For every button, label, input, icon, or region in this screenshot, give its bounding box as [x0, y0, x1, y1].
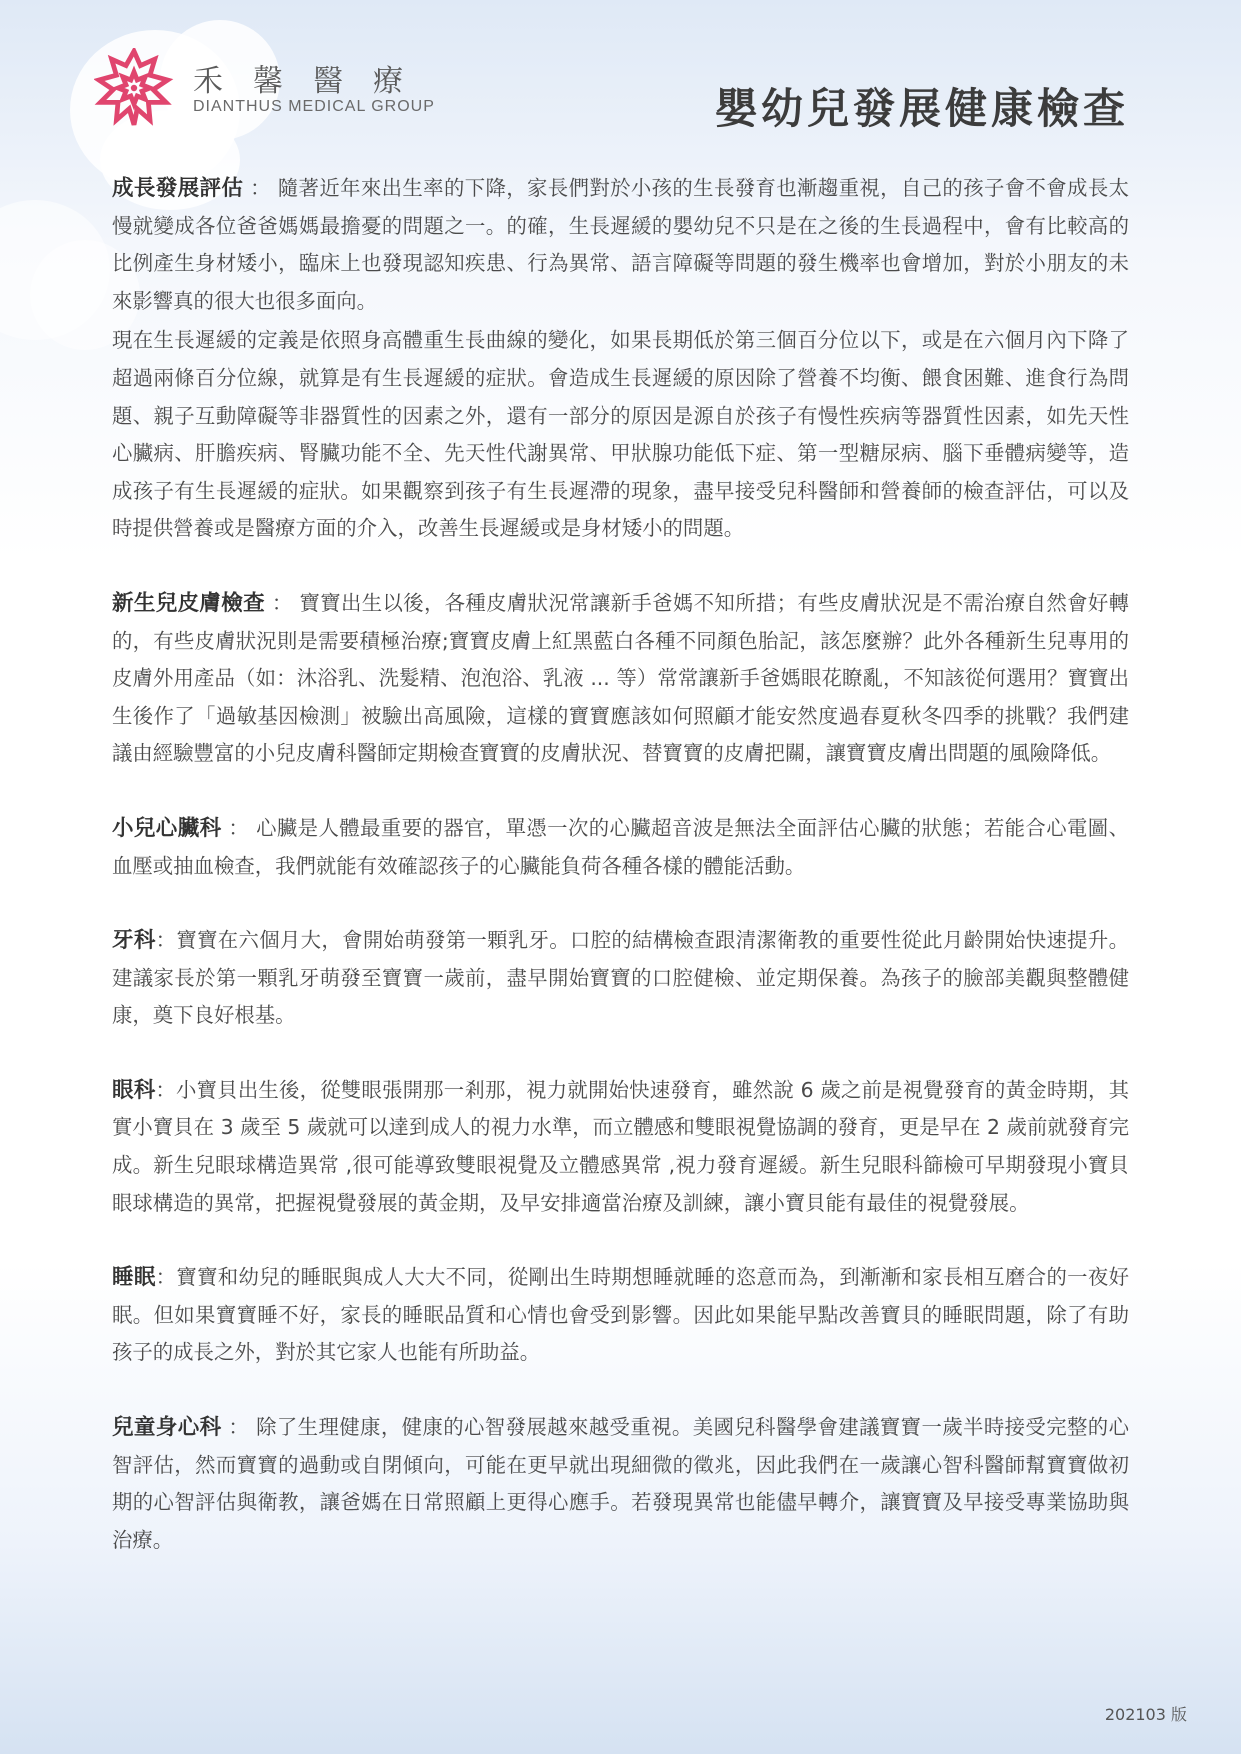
label-separator: ：	[243, 176, 278, 200]
section-ophthalmology	[112, 1072, 1129, 1222]
section-label: 成長發展評估	[112, 176, 244, 201]
label-separator: ：	[265, 590, 300, 615]
section-paragraph	[112, 170, 1129, 320]
section-paragraph	[112, 585, 1129, 773]
paragraph-text: 隨著近年來出生率的下降，家長們對於小孩的生長發育也漸趨重視，自己的孩子會不會成長太慢就變成各位爸爸媽媽最擔憂的問題之一。的確，生長遲緩的嬰幼兒不只是在之後的生長過程中，會有比較高的比例產生身材矮小，臨床上也發現認知疾患、行為異常、語言障礙等問題的發生機率也會增加，對於小朋友的未來影響真的很大也很多面向。	[112, 176, 1129, 313]
logo-english-name: DIANTHUS MEDICAL GROUP	[193, 98, 435, 115]
dianthus-flower-logo-icon	[94, 48, 174, 128]
paragraph-text: 寶寶和幼兒的睡眠與成人大大不同，從剛出生時期想睡就睡的恣意而為，到漸漸和家長相互磨合的一夜好眠。但如果寶寶睡不好，家長的睡眠品質和心情也會受到影響。因此如果能早點改善寶貝的睡眠問題，除了有助孩子的成長之外，對於其它家人也能有所助益。	[112, 1265, 1129, 1365]
document-body	[112, 170, 1129, 1596]
paragraph-text: 心臟是人體最重要的器官，單憑一次的心臟超音波是無法全面評估心臟的狀態；若能合心電圖、血壓或抽血檢查，我們就能有效確認孩子的心臟能負荷各種各樣的體能活動。	[112, 815, 1129, 878]
label-separator: ：	[155, 1265, 177, 1290]
version-label: 202103 版	[1104, 1705, 1187, 1724]
paragraph-text: 寶寶出生以後，各種皮膚狀況常讓新手爸媽不知所措；有些皮膚狀況是不需治療自然會好轉的，有些皮膚狀況則是需要積極治療;寶寶皮膚上紅黑藍白各種不同顏色胎記，該怎麼辦？此外各種新生兒專用的皮膚外用產品（如：沐浴乳、洗髮精、泡泡浴、乳液 ... 等）常常讓新手爸媽眼花瞭亂，不知該從何選用？寶寶出生後作了「過敏基因檢測」被驗出高風險，這樣的寶寶應該如何照顧才能安然度過春夏秋冬四季的挑戰？我們建議由經驗豐富的小兒皮膚科醫師定期檢查寶寶的皮膚狀況、替寶寶的皮膚把關，讓寶寶皮膚出問題的風險降低。	[112, 590, 1130, 766]
page-title: 嬰幼兒發展健康檢查	[714, 84, 1129, 133]
label-separator: ：	[221, 815, 257, 840]
section-label: 睡眠	[112, 1265, 156, 1291]
section-child-psychiatry	[112, 1409, 1129, 1559]
section-label: 新生兒皮膚檢查	[112, 590, 266, 616]
section-label: 牙科	[112, 928, 156, 954]
section-pediatric-cardiology	[112, 810, 1129, 885]
page-header	[0, 0, 1241, 150]
section-paragraph	[112, 1409, 1129, 1559]
label-separator: ：	[221, 1415, 257, 1440]
paragraph-text: 除了生理健康，健康的心智發展越來越受重視。美國兒科醫學會建議寶寶一歲半時接受完整的心智評估，然而寶寶的過動或自閉傾向，可能在更早就出現細微的徵兆，因此我們在一歲讓心智科醫師幫寶寶做初期的心智評估與衛教，讓爸媽在日常照顧上更得心應手。若發現異常也能儘早轉介，讓寶寶及早接受專業協助與治療。	[112, 1415, 1129, 1552]
section-newborn-skin	[112, 585, 1129, 773]
section-label: 兒童身心科	[112, 1415, 222, 1441]
logo-chinese-name: 禾馨醫療	[193, 64, 433, 99]
label-separator: ：	[155, 928, 177, 953]
section-dentistry	[112, 922, 1129, 1035]
section-sleep	[112, 1259, 1129, 1372]
paragraph-text: 小寶貝出生後，從雙眼張開那一剎那，視力就開始快速發育，雖然說 6 歲之前是視覺發育的黃金時期，其實小寶貝在 3 歲至 5 歲就可以達到成人的視力水準，而立體感和雙眼視覺協調的發育，更是早在 2 歲前就發育完成。新生兒眼球構造異常 ,很可能導致雙眼視覺及立體感異常 ,視力發育遲緩。新生兒眼科篩檢可早期發現小寶貝眼球構造的異常，把握視覺發展的黃金期，及早安排適當治療及訓練，讓小寶貝能有最佳的視覺發展。	[112, 1077, 1130, 1215]
section-label: 小兒心臟科	[112, 815, 222, 841]
section-paragraph	[112, 810, 1129, 885]
label-separator: ：	[155, 1077, 177, 1102]
section-label: 眼科	[112, 1077, 156, 1103]
paragraph-text: 寶寶在六個月大，會開始萌發第一顆乳牙。口腔的結構檢查跟清潔衛教的重要性從此月齡開始快速提升。建議家長於第一顆乳牙萌發至寶寶一歲前，盡早開始寶寶的口腔健檢、並定期保養。為孩子的臉部美觀與整體健康，奠下良好根基。	[112, 928, 1129, 1028]
section-paragraph	[112, 922, 1129, 1035]
section-growth-assessment	[112, 170, 1129, 548]
section-paragraph: 現在生長遲緩的定義是依照身高體重生長曲線的變化，如果長期低於第三個百分位以下，或是在六個月內下降了超過兩條百分位線，就算是有生長遲緩的症狀。會造成生長遲緩的原因除了營養不均衡、餵食困難、進食行為問題、親子互動障礙等非器質性的因素之外，還有一部分的原因是源自於孩子有慢性疾病等器質性因素，如先天性心臟病、肝膽疾病、腎臟功能不全、先天性代謝異常、甲狀腺功能低下症、第一型糖尿病、腦下垂體病變等，造成孩子有生長遲緩的症狀。如果觀察到孩子有生長遲滯的現象，盡早接受兒科醫師和營養師的檢查評估，可以及時提供營養或是醫療方面的介入，改善生長遲緩或是身材矮小的問題。	[112, 328, 1129, 541]
section-paragraph	[112, 1259, 1129, 1372]
section-paragraph	[112, 1072, 1129, 1222]
